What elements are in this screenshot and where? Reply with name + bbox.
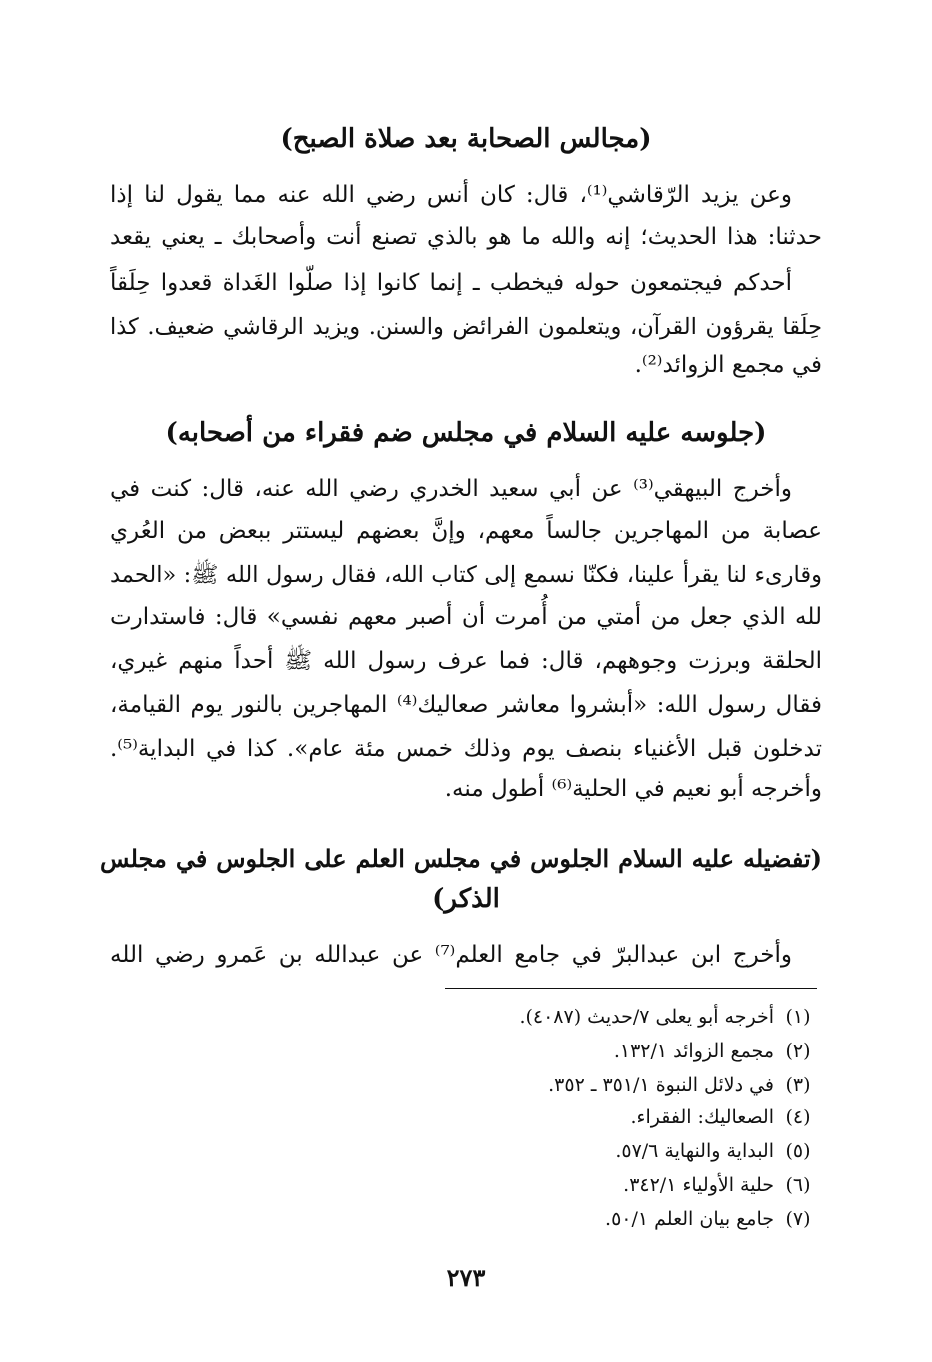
section-heading-continuation: الذكر) <box>432 884 500 914</box>
text-line: في مجمع الزوائد⁽²⁾. <box>634 352 822 378</box>
footnote-number: (١) <box>785 1006 811 1028</box>
footnote-number: (٧) <box>785 1208 811 1230</box>
footnote-number: (٢) <box>785 1040 811 1062</box>
footnote-text: أخرجه أبو يعلى ٧/حديث (٤٠٨٧). <box>519 1006 774 1028</box>
section-heading: (مجالس الصحابة بعد صلاة الصبح) <box>280 124 652 154</box>
footnote-number: (٤) <box>785 1106 811 1128</box>
footnote <box>402 1036 822 1066</box>
text-line: حِلَقا يقرؤون القرآن، ويتعلمون الفرائض والسنن. ويزيد الرقاشي ضعيف. كذا <box>110 314 822 340</box>
footnote-text: جامع بيان العلم ٥٠/١. <box>605 1208 774 1230</box>
footnote <box>402 1102 822 1132</box>
text-line: لله الذي جعل من أمتي من أُمرت أن أصبر معهم نفسي» قال: فاستدارت <box>110 604 822 630</box>
text-line: حدثنا: هذا الحديث؛ إنه والله ما هو بالذي تصنع أنت وأصحابك ـ يعني يقعد <box>110 224 822 250</box>
footnote <box>402 1204 822 1234</box>
text-line: الحلقة وبرزت وجوههم، قال: فما عرف رسول الله ﷺ أحداً منهم غيري، <box>110 648 822 674</box>
text-line: وأخرج البيهقي⁽³⁾ عن أبي سعيد الخدري رضي الله عنه، قال: كنت في <box>110 476 792 502</box>
footnote-text: الصعاليك: الفقراء. <box>630 1106 774 1128</box>
footnote-text: في دلائل النبوة ٣٥١/١ ـ ٣٥٢. <box>548 1074 774 1096</box>
footnote-text: حلية الأولياء ٣٤٢/١. <box>623 1174 774 1196</box>
footnote-text: مجمع الزوائد ١٣٢/١. <box>613 1040 774 1062</box>
footnote <box>402 1136 822 1166</box>
footnote-number: (٣) <box>785 1074 811 1096</box>
text-line: أحدكم فيجتمعون حوله فيخطب ـ إنما كانوا إذا صلّوا الغَداة قعدوا حِلَقاً <box>110 270 792 296</box>
text-line: عصابة من المهاجرين جالساً معهم، وإنَّ بعضهم ليستتر ببعض من العُري <box>110 518 822 544</box>
text-line: فقال رسول الله: «أبشروا معاشر صعاليك⁽⁴⁾ المهاجرين بالنور يوم القيامة، <box>110 692 822 718</box>
footnote-text: البداية والنهاية ٥٧/٦. <box>615 1140 774 1162</box>
footnote <box>402 1070 822 1100</box>
section-heading: (تفضيله عليه السلام الجلوس في مجلس العلم على الجلوس في مجلس <box>100 844 823 873</box>
footnote-number: (٥) <box>785 1140 811 1162</box>
text-line: وقارىء لنا يقرأ علينا، فكنّا نسمع إلى كتاب الله، فقال رسول الله ﷺ: «الحمد <box>110 562 822 588</box>
page-number: ٢٧٣ <box>446 1263 486 1292</box>
footnote <box>402 1170 822 1200</box>
text-line: تدخلون قبل الأغنياء بنصف يوم وذلك خمس مئة عام». كذا في البداية⁽⁵⁾. <box>110 736 822 762</box>
footnote-divider <box>445 988 817 989</box>
text-line: وعن يزيد الرّقاشي⁽¹⁾، قال: كان أنس رضي الله عنه مما يقول لنا إذا <box>110 182 792 208</box>
footnote-number: (٦) <box>785 1174 811 1196</box>
section-heading: (جلوسه عليه السلام في مجلس ضم فقراء من أصحابه) <box>165 418 767 448</box>
footnote <box>402 1002 822 1032</box>
text-line: وأخرجه أبو نعيم في الحلية⁽⁶⁾ أطول منه. <box>444 776 822 802</box>
text-line: وأخرج ابن عبدالبرّ في جامع العلم⁽⁷⁾ عن عبدالله بن عَمرو رضي الله <box>110 942 792 968</box>
